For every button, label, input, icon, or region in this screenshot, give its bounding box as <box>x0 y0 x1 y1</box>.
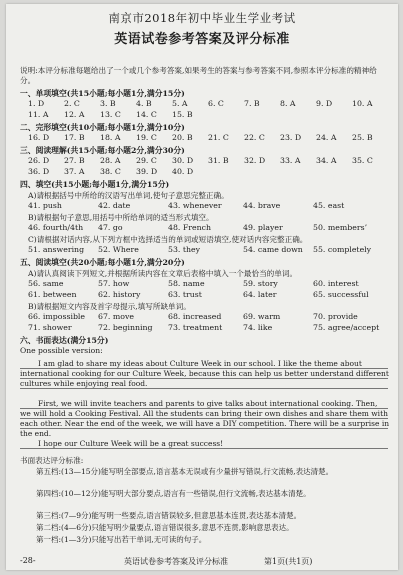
answer-item: 72. beginning <box>98 323 153 332</box>
answer-item: 47. go <box>98 223 123 232</box>
answer-item: 38. C <box>100 167 121 176</box>
section-2-heading: 二、完形填空(共10小题;每小题1分,满分10分) <box>20 123 185 132</box>
answer-item: 11. A <box>28 110 49 119</box>
answer-item: 46. fourth/4th <box>28 223 84 232</box>
answer-row <box>28 323 388 333</box>
answer-item: 13. C <box>100 110 121 119</box>
answer-item: 14. C <box>136 110 157 119</box>
answer-item: 40. D <box>172 167 194 176</box>
answer-item: 65. successful <box>313 290 369 299</box>
answer-item: 53. they <box>168 245 201 254</box>
answer-item: 25. B <box>352 133 373 142</box>
rubric-item: 第一档:(1—3分)只能写出若干单词,无可读的句子。 <box>36 535 207 544</box>
rubric-title: 书面表达评分标准: <box>20 456 84 465</box>
answer-item: 7. B <box>244 99 260 108</box>
model-essay-label: One possible version: <box>20 346 103 355</box>
answer-item: 10. A <box>352 99 373 108</box>
answer-item: 64. later <box>243 290 277 299</box>
answer-item: 69. warm <box>243 312 281 321</box>
footer-title: 英语试卷参考答案及评分标准 <box>124 557 228 566</box>
rubric-item: 第三档:(7—9分)能写明一些要点,语言错误较多,但意思基本连贯,表达基本清楚。 <box>36 511 302 520</box>
answer-item: 51. answering <box>28 245 85 254</box>
section-4c-instruction: C)请根据对话内容,从下列方框中选择适当的单词或短语填空,使对话内容完整正确。 <box>28 235 308 244</box>
answer-item: 36. D <box>28 167 50 176</box>
answer-row <box>28 133 388 143</box>
answer-item: 62. history <box>98 290 141 299</box>
answer-item: 20. B <box>172 133 193 142</box>
scoring-note: 说明:本评分标准每题给出了一个或几个参考答案,如果考生的答案与参考答案不同,参照本评分标准的精神给分。 <box>20 66 377 85</box>
answer-item: 59. story <box>243 279 278 288</box>
answer-item: 18. A <box>100 133 121 142</box>
essay-paragraph: First, we will invite teachers and parents to give talks about international cooking. Then, we will hold a Cooking Festival. All the students can bring their own dishes and share them with each other. Near the end of the week, we will have a DIY competition. There will be a surprise in the end. <box>20 399 390 438</box>
answer-item: 17. B <box>64 133 85 142</box>
answer-row <box>28 312 388 322</box>
essay-paragraph: I hope our Culture Week will be a great success! <box>38 439 224 448</box>
answer-item: 9. D <box>316 99 333 108</box>
answer-item: 66. impossible <box>28 312 86 321</box>
answer-item: 15. B <box>172 110 193 119</box>
answer-row <box>28 201 388 211</box>
answer-item: 41. push <box>28 201 62 210</box>
essay-paragraph: I am glad to share my ideas about Culture Week in our school. I like the theme about international cooking for our Culture Week, because this can help us better understand different cultures while enjoying real food. <box>20 359 389 388</box>
page-number: -28- <box>20 556 36 565</box>
answer-item: 37. A <box>64 167 85 176</box>
answer-row <box>28 99 388 109</box>
answer-item: 35. C <box>352 156 373 165</box>
section-6-heading: 六、书面表达(满分15分) <box>20 336 109 345</box>
answer-item: 30. D <box>172 156 194 165</box>
answer-item: 73. treatment <box>168 323 223 332</box>
answer-item: 27. B <box>64 156 85 165</box>
answer-item: 16. D <box>28 133 50 142</box>
answer-item: 21. C <box>208 133 229 142</box>
answer-item: 44. brave <box>243 201 281 210</box>
answer-item: 23. D <box>280 133 302 142</box>
answer-item: 8. A <box>280 99 296 108</box>
answer-item: 31. B <box>208 156 229 165</box>
answer-row <box>28 290 388 300</box>
section-4-heading: 四、填空(共15小题;每小题1分,满分15分) <box>20 180 170 189</box>
answer-item: 71. shower <box>28 323 72 332</box>
answer-item: 67. move <box>98 312 134 321</box>
answer-item: 56. same <box>28 279 64 288</box>
answer-item: 34. A <box>316 156 337 165</box>
answer-item: 57. how <box>98 279 130 288</box>
answer-row <box>28 110 388 120</box>
answer-item: 6. C <box>208 99 224 108</box>
answer-item: 24. A <box>316 133 337 142</box>
answer-item: 32. D <box>244 156 266 165</box>
answer-item: 5. A <box>172 99 188 108</box>
page-subtitle: 英语试卷参考答案及评分标准 <box>114 32 290 47</box>
answer-item: 52. Where <box>98 245 139 254</box>
answer-row <box>28 245 388 255</box>
answer-item: 4. B <box>136 99 152 108</box>
answer-item: 12. A <box>64 110 85 119</box>
answer-item: 55. completely <box>313 245 372 254</box>
answer-item: 2. C <box>64 99 80 108</box>
answer-item: 26. D <box>28 156 50 165</box>
section-5b-instruction: B)请根据短文内容及首字母提示,填写所缺单词。 <box>28 302 191 311</box>
answer-row <box>28 279 388 289</box>
answer-item: 48. French <box>168 223 212 232</box>
answer-key-page <box>6 4 398 570</box>
section-5a-instruction: A)请认真阅读下列短文,并根据所读内容在文章后表格中填入一个最恰当的单词。 <box>28 269 298 278</box>
rubric-item: 第五档:(13—15分)能写明全部要点,语言基本无误或有少量拼写错误,行文流畅,表达清楚。 <box>36 467 334 476</box>
rubric-item: 第四档:(10—12分)能写明大部分要点,语言有一些错误,但行文流畅,表达基本清楚。 <box>36 489 311 498</box>
answer-item: 58. name <box>168 279 205 288</box>
answer-item: 42. date <box>98 201 131 210</box>
answer-item: 3. B <box>100 99 116 108</box>
page-title: 南京市2018年初中毕业生学业考试 <box>108 11 296 25</box>
answer-item: 70. provide <box>313 312 358 321</box>
answer-item: 33. A <box>280 156 301 165</box>
answer-item: 50. members’ <box>313 223 368 232</box>
section-4b-instruction: B)请根据句子意思,用括号中所给单词的适当形式填空。 <box>28 213 214 222</box>
section-1-heading: 一、单项填空(共15小题;每小题1分,满分15分) <box>20 89 185 98</box>
answer-item: 60. interest <box>313 279 359 288</box>
answer-row <box>28 167 388 177</box>
answer-item: 61. between <box>28 290 77 299</box>
answer-item: 29. C <box>136 156 157 165</box>
answer-item: 19. C <box>136 133 157 142</box>
answer-item: 54. came down <box>243 245 303 254</box>
answer-row <box>28 156 388 166</box>
answer-item: 43. whenever <box>168 201 222 210</box>
answer-item: 68. increased <box>168 312 222 321</box>
section-5-heading: 五、阅读填空(共20小题;每小题1分,满分20分) <box>20 258 185 267</box>
answer-row <box>28 223 388 233</box>
answer-item: 28. A <box>100 156 121 165</box>
section-4a-instruction: A)请根据括号中所给的汉语写出单词,使句子意思完整正确。 <box>28 191 229 200</box>
answer-item: 49. player <box>243 223 283 232</box>
answer-item: 39. D <box>136 167 158 176</box>
answer-item: 75. agree/accept <box>313 323 380 332</box>
answer-item: 1. D <box>28 99 45 108</box>
answer-item: 45. east <box>313 201 345 210</box>
rubric-item: 第二档:(4—6分)只能写明少量要点,语言错误很多,意思不连贯,影响意思表达。 <box>36 523 294 532</box>
answer-item: 74. like <box>243 323 273 332</box>
footer-page-info: 第1页(共1页) <box>264 557 313 566</box>
answer-item: 63. trust <box>168 290 202 299</box>
section-3-heading: 三、阅读理解(共15小题;每小题2分,满分30分) <box>20 146 185 155</box>
answer-item: 22. C <box>244 133 265 142</box>
